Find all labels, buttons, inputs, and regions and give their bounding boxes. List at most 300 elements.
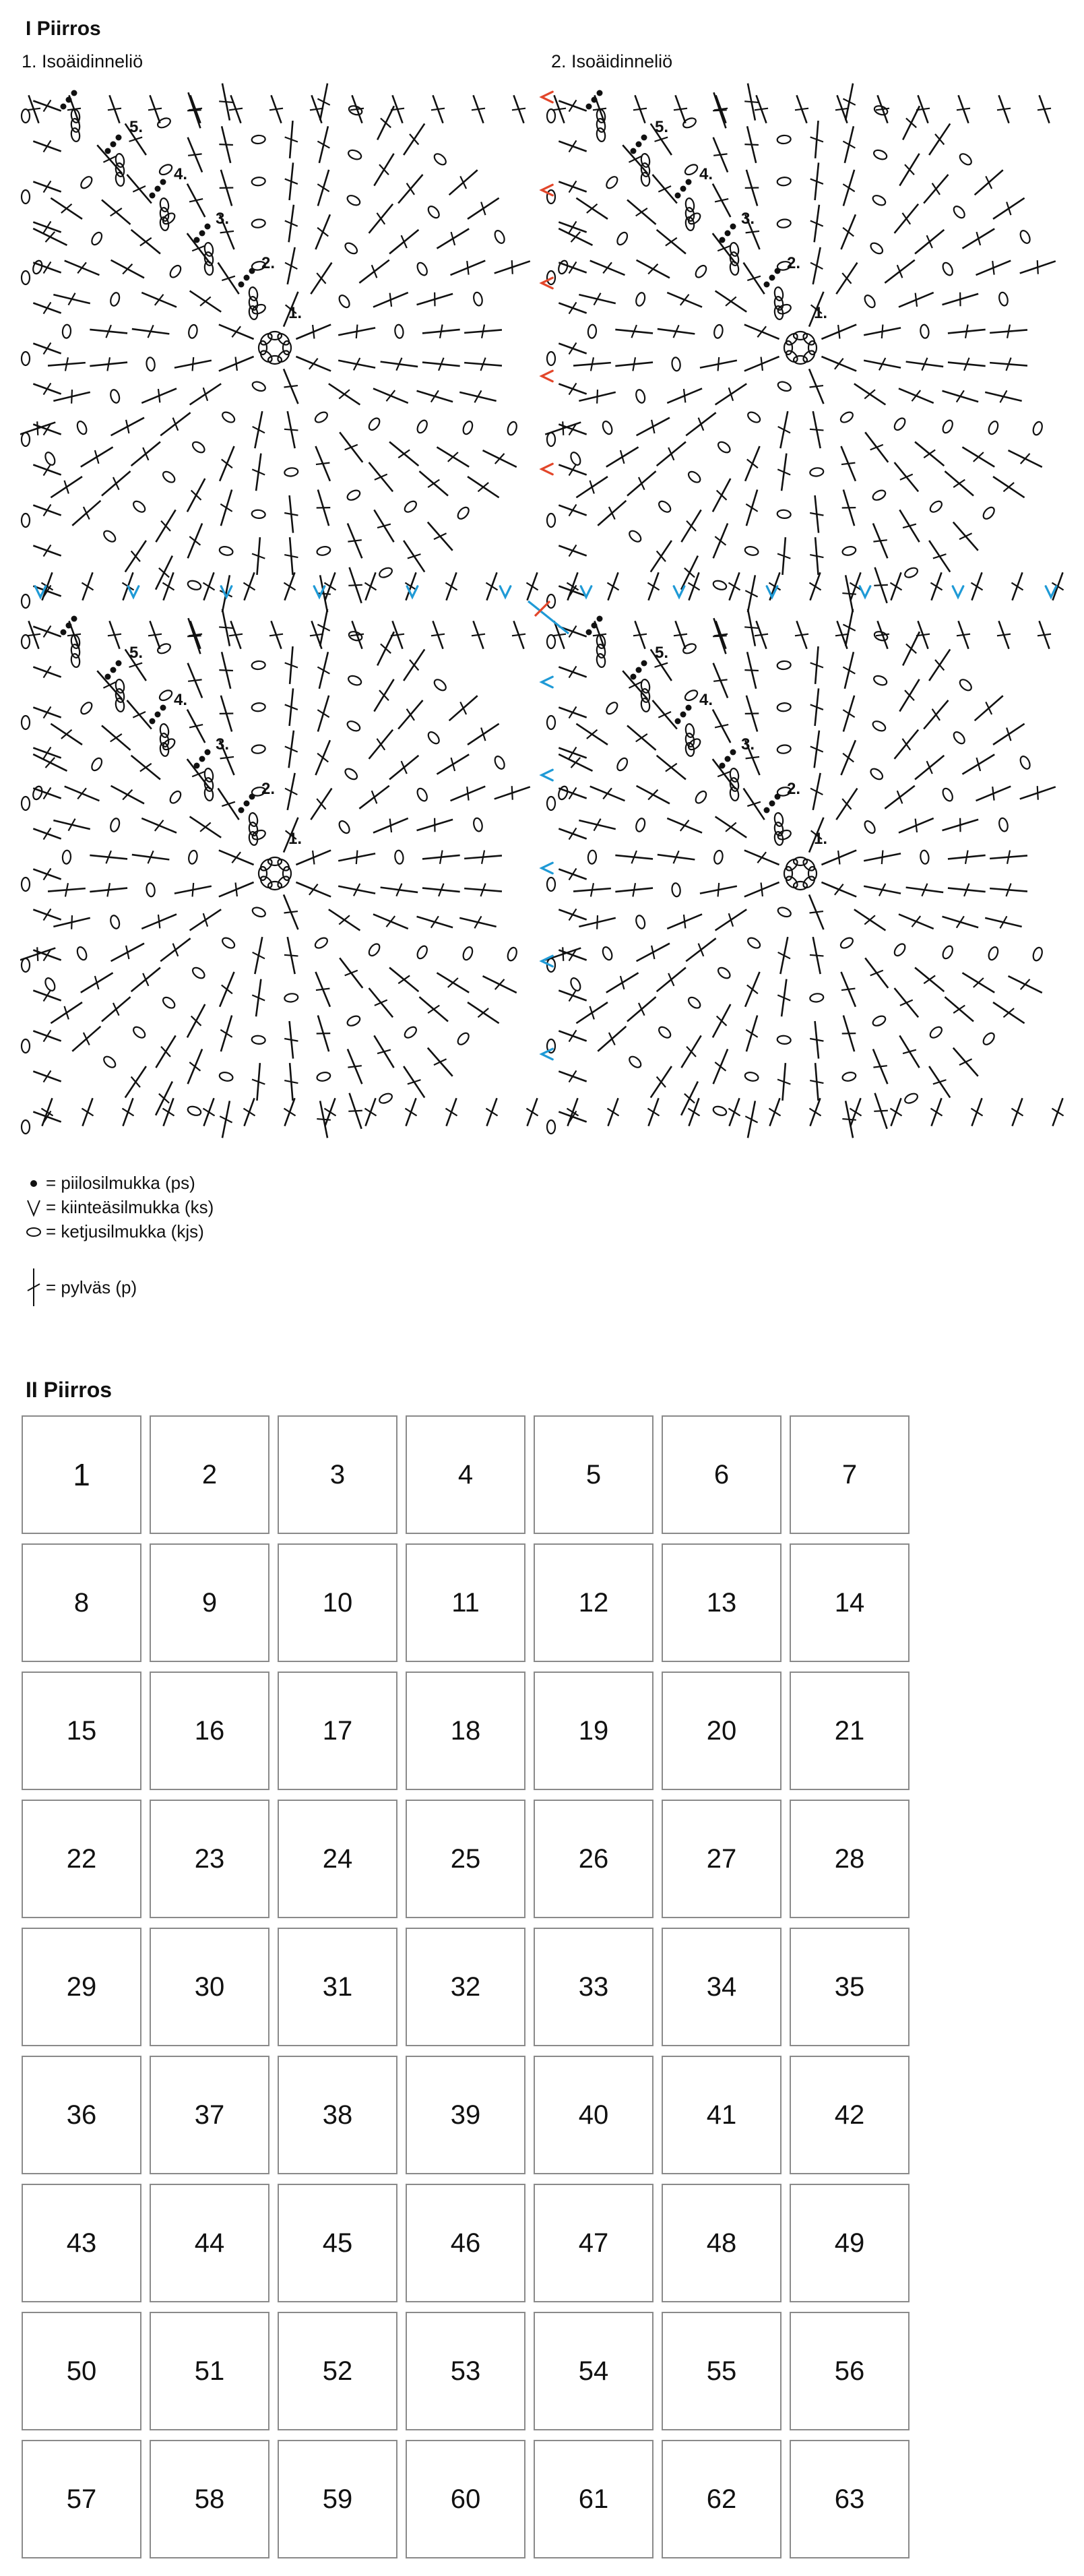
chain-stitch [146,883,156,897]
chain-stitch [403,1025,418,1040]
slip-stitch-dot [71,616,77,622]
edge-treble-bar [486,583,497,590]
treble-stitch-bar [668,973,674,986]
treble-stitch-bar [873,540,887,541]
chain-stitch [683,688,699,702]
edge-treble-bar [445,1109,457,1116]
treble-stitch-bar [842,1119,856,1120]
chain-stitch [284,467,298,477]
edge-chain [547,716,555,729]
treble-stitch-bar [390,819,391,832]
join-mark-blue [860,586,870,597]
slip-stitch-dot [641,135,647,141]
round-label: 4. [699,165,713,183]
grid-cell: 1 [22,1415,141,1534]
treble-stitch-bar [467,261,468,274]
edge-treble-bar [44,302,51,313]
edge-chain [547,433,555,446]
center-chain [794,332,807,340]
slip-stitch-dot [244,801,250,807]
grid-cell: 25 [406,1800,525,1918]
chain-stitch [694,264,709,279]
round-label: 4. [699,691,713,709]
chain-stitch [694,789,709,805]
treble-stitch-bar [123,264,132,274]
edge-treble-bar [552,634,566,636]
edge-chain [547,514,555,527]
slip-stitch-dot [686,705,692,711]
treble-stitch-bar [906,644,916,653]
round-label: 3. [216,735,230,754]
edge-treble-bar [269,109,283,111]
treble-stitch-bar [284,386,298,387]
edge-treble-bar [108,634,121,636]
treble-stitch-bar [912,916,920,927]
join-mark-blue [674,586,684,597]
slip-stitch-dot [71,90,77,96]
chain-stitch [687,995,702,1010]
edge-treble-bar [569,625,577,637]
chain-stitch [220,410,236,425]
chain-stitch [346,719,361,733]
treble-stitch-bar [744,144,759,145]
treble-stitch-bar [495,979,505,989]
treble-stitch-bar [512,786,513,800]
chain-stitch [168,264,183,279]
edge-treble-bar [674,109,687,111]
edge-treble-bar [647,1109,659,1116]
chain-stitch [841,545,856,556]
treble-stitch-bar [191,1016,201,1026]
slip-stitch-dot [238,807,245,814]
dot-icon [26,1175,42,1192]
treble-stitch-bar [219,627,233,628]
edge-chain [22,433,30,446]
edge-chain [22,271,30,284]
treble-stitch-bar [284,955,298,956]
treble-stitch-bar [746,757,759,758]
treble-stitch-bar [992,261,994,274]
join-mark-blue [500,586,511,597]
edge-treble-bar [44,989,51,1001]
treble-stitch-bar [189,536,200,545]
round-label: 2. [261,780,276,798]
treble-stitch-bar [188,154,201,155]
edge-treble-bar [364,583,376,590]
join-mark-red [542,464,552,474]
grid-cell: 22 [22,1800,141,1918]
edge-treble-bar [569,221,577,233]
edge-chain [22,635,30,648]
round-label: 1. [288,830,302,848]
slip-stitch-dot [636,142,642,148]
chain-stitch [75,946,88,961]
slip-stitch-dot [238,282,245,288]
treble-stitch-bar [835,359,843,369]
chain-stitch [952,204,967,220]
edge-treble-bar [243,1109,255,1116]
grid-cell: 44 [150,2184,269,2302]
edge-treble-bar [755,109,768,111]
legend-label-oval: = ketjusilmukka (kjs) [46,1221,204,1241]
edge-treble-bar [44,1030,51,1041]
chain-stitch [472,818,483,832]
slip-stitch-dot [66,623,72,629]
chain-stitch [557,259,569,275]
chain-stitch [903,566,919,580]
chain-stitch [251,135,265,144]
chain-stitch [102,1055,117,1070]
center-chain [283,341,291,355]
slip-stitch-dot [105,148,111,154]
treble-stitch-bar [761,357,763,371]
chain-stitch [982,1031,996,1047]
treble-stitch-bar [916,819,917,832]
round-label: 3. [741,735,755,754]
treble-stitch-bar [356,851,358,865]
edge-treble-bar [44,464,51,475]
edge-treble-bar [526,1109,538,1116]
edge-treble-bar [769,1109,780,1116]
center-chain [283,867,291,880]
slip-stitch-dot [775,794,781,800]
edge-treble-bar [971,1109,982,1116]
chain-stitch [394,850,404,864]
round-label: 2. [787,780,801,798]
grid-cell: 38 [278,2056,397,2174]
chain-stitch [941,944,955,960]
oval-icon [26,1224,42,1240]
join-mark-red [542,371,552,381]
chain-stitch [777,135,791,144]
chain-stitch [1031,946,1044,962]
treble-stitch-bar [870,971,883,976]
chain-stitch [347,148,362,161]
chain-stitch [671,883,681,897]
edge-treble-bar [633,109,647,111]
chain-stitch [251,906,267,919]
edge-chain [22,958,30,972]
edge-chain [22,352,30,365]
slip-stitch-dot [249,794,255,800]
treble-stitch-bar [761,883,763,896]
chain-stitch [713,324,724,339]
slip-stitch-dot [160,705,166,711]
grid-cell: 6 [662,1415,782,1534]
crochet-diagram [20,82,1071,1147]
treble-stitch-bar [897,265,903,278]
chain-stitch [601,946,614,961]
chain-stitch [863,293,877,309]
chain-stitch [506,421,518,436]
round-label: 5. [129,118,144,136]
chain-stitch [872,148,888,161]
slip-stitch-dot [597,90,603,96]
treble-stitch-bar [309,884,318,895]
chain-stitch [716,966,732,981]
edge-treble-bar [569,262,577,273]
chain-stitch [941,261,955,276]
treble-stitch-bar [379,164,389,175]
edge-treble-bar [431,109,445,111]
chain-stitch [146,357,156,371]
edge-treble-bar [569,100,577,111]
grid-cell: 4 [406,1415,525,1534]
center-chain [794,356,807,364]
treble-stitch-bar [648,790,658,800]
treble-stitch-bar [375,474,387,480]
slip-stitch-dot [66,97,72,103]
center-chain [784,341,792,355]
chain-stitch [987,946,1000,961]
grid-cell: 5 [534,1415,653,1534]
treble-stitch-bar [718,246,730,251]
grid-cell: 52 [278,2312,397,2430]
square-1-label: 1. Isoäidinneliö [22,51,144,71]
edge-treble-bar [688,1109,699,1116]
treble-stitch-bar [159,1094,169,1103]
edge-treble-bar [890,583,901,590]
slip-stitch-dot [592,623,598,629]
grid-cell: 29 [22,1928,141,2046]
chain-stitch [810,993,824,1003]
chain-stitch [90,756,104,772]
treble-stitch-bar [912,390,920,401]
slip-stitch-dot [769,801,775,807]
chain-stitch [777,380,792,393]
edge-treble-bar [795,109,808,111]
chain-stitch [187,1105,202,1117]
treble-stitch-bar [609,507,615,520]
slip-stitch-dot [586,630,592,636]
chain-stitch [863,819,877,834]
slip-stitch-dot [116,661,122,667]
grid-cell: 33 [534,1928,653,2046]
edge-treble-bar [569,706,577,718]
slip-stitch-dot [764,282,770,288]
grid-cell: 39 [406,2056,525,2174]
slip-stitch-dot [730,749,736,756]
edge-treble-bar [1052,583,1063,590]
edge-treble-bar [997,634,1011,636]
chain-stitch [635,292,646,307]
grid-cell: 43 [22,2184,141,2302]
round-label: 3. [216,210,230,228]
chain-stitch [433,677,448,692]
edge-treble-bar [162,1109,174,1116]
treble-stitch-bar [718,883,720,897]
treble-stitch-bar [843,228,854,237]
edge-treble-bar [569,342,577,354]
edge-treble-bar [997,109,1011,111]
chart-1-title: I Piirros [26,18,101,40]
edge-treble-bar [44,909,51,920]
chain-stitch [1019,755,1032,770]
treble-stitch-bar [986,702,992,714]
grid-cell: 15 [22,1672,141,1790]
chain-stitch [416,261,429,276]
treble-stitch-bar [236,357,237,371]
treble-stitch-bar [874,585,888,586]
chain-stitch [635,389,646,404]
edge-chain [22,878,30,891]
chain-stitch [79,700,94,716]
chain-stitch [687,470,702,485]
grid-cell: 36 [22,2056,141,2174]
treble-stitch-bar [843,754,854,762]
treble-stitch-bar [680,295,689,305]
chain-stitch [131,499,147,514]
edge-treble-bar [486,1109,497,1116]
treble-stitch-bar [699,418,704,431]
grid-cell: 30 [150,1928,269,2046]
edge-chain [22,716,30,729]
center-chain [268,882,282,890]
edge-treble-bar [44,666,51,677]
legend-label-treble: = pylväs (p) [46,1277,137,1297]
treble-stitch-bar [345,971,358,976]
edge-treble-bar [809,583,821,590]
chain-stitch [998,292,1009,307]
treble-stitch-bar [402,761,407,774]
treble-stitch-bar [313,851,314,864]
treble-stitch-bar [348,585,362,586]
grid-cell: 54 [534,2312,653,2430]
center-chain [276,332,291,347]
treble-stitch-bar [757,326,766,337]
chain-stitch [716,440,732,455]
treble-stitch-bar [717,1016,727,1026]
edge-treble-bar [324,583,336,590]
chain-stitch [346,489,361,502]
treble-stitch-bar [77,788,86,799]
slip-stitch-dot [586,104,592,110]
treble-stitch-bar [113,477,119,490]
grid-cell: 11 [406,1543,525,1662]
treble-stitch-bar [133,186,146,192]
chain-stitch [378,1092,393,1105]
chain-stitch [627,529,643,544]
chain-stitch [378,566,393,580]
treble-stitch-bar [906,118,916,127]
slip-stitch-dot [194,763,200,769]
round-label: 1. [288,304,302,322]
chain-stitch [416,944,429,960]
edge-treble-bar [526,583,538,590]
edge-treble-bar [795,634,808,636]
chain-stitch [998,818,1009,832]
treble-stitch-bar [313,325,314,338]
join-mark-blue [953,586,963,597]
treble-stitch-bar [810,911,823,913]
chain-stitch [367,942,382,958]
treble-stitch-bar [348,540,361,541]
edge-chain [22,594,30,608]
treble-stitch-bar [45,232,55,242]
chain-stitch [32,785,44,801]
slip-stitch-dot [720,237,726,243]
join-mark-red [542,92,552,102]
edge-treble-bar [1052,1109,1063,1116]
chain-stitch [657,1025,672,1040]
treble-stitch-bar [1021,979,1030,989]
chain-stitch [871,1014,887,1028]
treble-stitch-bar [192,246,205,251]
chain-stitch [903,1092,919,1105]
edge-treble-bar [569,909,577,920]
treble-stitch-bar [309,359,318,369]
treble-stitch-bar [974,452,984,462]
treble-stitch-bar [841,989,855,990]
treble-stitch-bar [810,955,824,956]
chain-stitch [777,744,791,754]
treble-stitch-bar [718,772,730,777]
chain-stitch [941,419,955,434]
treble-stitch-bar [123,790,132,800]
treble-stitch-bar [744,101,759,102]
round-label: 2. [261,254,276,272]
treble-stitch-bar [316,463,329,464]
treble-stitch-bar [222,985,232,993]
round-label: 1. [814,830,828,848]
treble-stitch-bar [460,702,466,714]
edge-treble-bar [552,109,566,111]
chain-stitch [461,420,474,435]
treble-stitch-bar [345,445,358,450]
chain-stitch [284,993,298,1003]
slip-stitch-dot [105,674,111,680]
chain-stitch [982,505,996,521]
grid-cell: 2 [150,1415,269,1534]
grid-cell: 9 [150,1543,269,1662]
grid-cell: 20 [662,1672,782,1790]
edge-treble-bar [569,868,577,880]
edge-treble-bar [108,109,121,111]
round-label: 4. [174,165,188,183]
treble-stitch-bar [155,820,164,831]
edge-treble-bar [755,634,768,636]
chain-stitch [416,419,429,434]
chain-stitch [346,193,361,207]
chain-stitch [102,529,117,544]
edge-treble-bar [44,140,51,152]
edge-treble-bar [971,583,982,590]
chain-stitch [251,1035,265,1045]
treble-stitch-bar [684,568,695,578]
treble-stitch-bar [842,593,856,594]
edge-treble-bar [324,1109,336,1116]
treble-stitch-bar [236,883,237,896]
center-chain [794,857,807,865]
chain-stitch [158,162,173,177]
chain-stitch [168,789,183,805]
treble-stitch-bar [103,682,116,688]
treble-stitch-bar [838,851,839,864]
edge-treble-bar [569,747,577,758]
treble-stitch-bar [381,644,391,653]
treble-stitch-bar [603,788,612,799]
round-label: 5. [129,644,144,662]
slip-stitch-dot [730,224,736,230]
treble-stitch-bar [648,264,658,274]
treble-stitch-bar [512,260,513,274]
grid-cell: 61 [534,2440,653,2558]
edge-treble-bar [203,583,214,590]
treble-stitch-bar [71,915,72,929]
edge-treble-bar [431,634,445,636]
slip-stitch-dot [725,231,731,237]
chain-stitch [219,545,234,556]
